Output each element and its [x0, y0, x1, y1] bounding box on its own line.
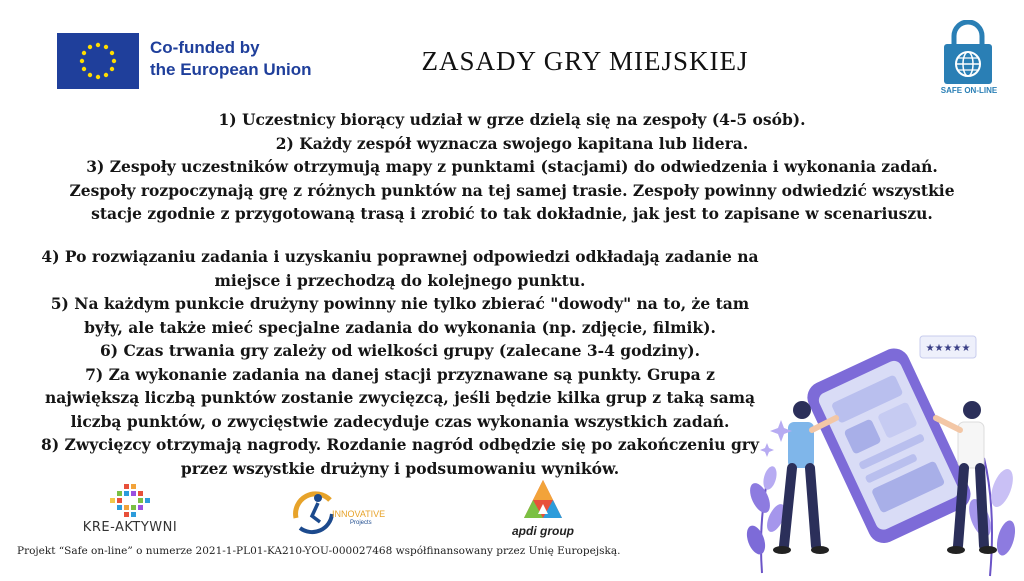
apdi-triangle-icon — [498, 478, 588, 522]
eu-cofunded-logo — [57, 33, 333, 89]
rule-line: liczbą punktów, o zwycięstwie zadecyduje czas wykonania wszystkich zadań. — [70, 411, 730, 431]
safe-online-label: SAFE ON-LINE — [940, 86, 998, 95]
rule-line: 1) Uczestnicy biorący udział w grze dzielą się na zespoły (4-5 osób). — [218, 110, 806, 129]
padlock-globe-icon — [940, 20, 996, 86]
rule-line: największą liczbą punktów zostanie zwycięzcą, jeśli będzie kilka grup z taką samą — [44, 388, 756, 407]
kre-aktywni-logo — [60, 482, 200, 542]
safe-online-logo — [940, 20, 996, 102]
rule-line: 2) Każdy zespół wyznacza swojego kapitana lub lidera. — [275, 133, 749, 153]
page-title: ZASADY GRY MIEJSKIEJ — [421, 46, 749, 76]
eu-flag-icon — [57, 33, 139, 89]
innovative-label: INNOVATIVE — [332, 509, 386, 519]
rule-line: 7) Za wykonanie zadania na danej stacji przyznawane są punkty. Grupa z — [85, 364, 715, 384]
rule-line: stacje zgodnie z przygotowaną trasą i zrobić to tak dokładnie, jak jest to zapisane w scenariuszu. — [91, 204, 933, 223]
phone-team-illustration — [740, 318, 1024, 577]
rating-stars: ★★★★★ — [925, 343, 971, 354]
rule-line: 3) Zespoły uczestników otrzymują mapy z punktami (stacjami) do odwiedzenia i wykonania zadań. — [86, 157, 938, 176]
apdi-group-label: apdi group — [512, 524, 574, 538]
rule-line: 8) Zwycięzcy otrzymają nagrody. Rozdanie nagród odbędzie się po zakończeniu gry — [41, 435, 759, 454]
rule-line: były, ale także mieć specjalne zadania do wykonania (np. zdjęcie, filmik). — [84, 317, 716, 337]
rule-line: 6) Czas trwania gry zależy od wielkości grupy (zalecane 3-4 godziny). — [100, 341, 700, 360]
sparkle-icons — [760, 420, 792, 457]
innovative-sub-label: Projects — [350, 520, 372, 526]
rule-line: miejsce i przechodzą do kolejnego punktu. — [214, 270, 586, 290]
eu-logo-line-1: Co-funded by — [150, 38, 260, 57]
rating-bubble — [920, 336, 976, 358]
project-footer-note: Projekt “Safe on-line” o numerze 2021-1-PL01-KA210-YOU-000027468 współfinansowany przez Unię Europejską. — [17, 545, 621, 557]
kre-mosaic-icon — [60, 482, 200, 518]
eu-logo-line-2: the European Union — [150, 60, 312, 79]
rule-line: przez wszystkie drużyny i podsumowaniu wyników. — [180, 458, 620, 478]
rule-line: 4) Po rozwiązaniu zadania i uzyskaniu poprawnej odpowiedzi odkładają zadanie na — [41, 247, 759, 266]
apdi-group-logo — [498, 478, 588, 540]
plant-right-icon — [965, 458, 1019, 576]
phone-icon — [802, 343, 976, 548]
rules-section-bottom — [20, 245, 780, 480]
rules-section-top — [20, 108, 1004, 226]
rule-line: 5) Na każdym punkcie drużyny powinny nie tylko zbierać "dowody" na to, że tam — [50, 294, 750, 313]
rule-line: Zespoły rozpoczynają grę z różnych punktów na tej samej trasie. Zespoły powinny odwiedzić wszystkie — [69, 180, 955, 200]
innovative-projects-logo — [290, 488, 410, 540]
kre-aktywni-label: KRE-AKTYWNI — [82, 520, 178, 535]
